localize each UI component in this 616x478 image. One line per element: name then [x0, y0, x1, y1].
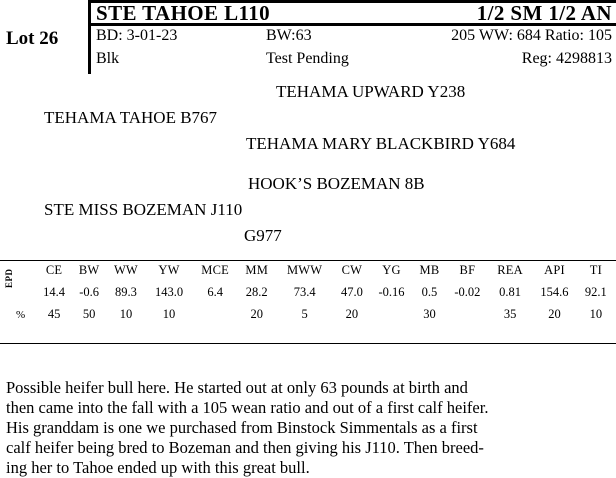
epd-value: 14.4 — [43, 285, 66, 299]
epd-percentile: 35 — [503, 307, 517, 321]
epd-percentile: 20 — [250, 307, 263, 321]
header — [0, 0, 616, 26]
weaning-weight-ratio: 205 WW: 684 Ratio: 105 — [451, 27, 612, 44]
animal-name: STE TAHOE L110 — [96, 1, 271, 25]
epd-header-corner — [16, 260, 36, 282]
epd-percentile: 5 — [301, 307, 308, 321]
lot-info-row-1 — [96, 27, 612, 45]
epd-percentile: 50 — [82, 307, 96, 321]
pedigree-dam-sire: HOOK’S BOZEMAN 8B — [248, 174, 425, 193]
epd-col-header: BF — [459, 263, 476, 277]
epd-percentile: 10 — [589, 307, 603, 321]
epd-col-header: REA — [497, 263, 523, 277]
epd-value-row — [16, 282, 614, 304]
registration-number: Reg: 4298813 — [521, 50, 612, 67]
epd-col-header: YG — [382, 263, 401, 277]
note-line: Possible heifer bull here. He started out at only 63 pounds at birth and — [6, 378, 468, 397]
epd-value: 154.6 — [540, 285, 569, 299]
pedigree — [0, 74, 616, 245]
epd-percentile: 10 — [162, 307, 176, 321]
pedigree-sire-dam: TEHAMA MARY BLACKBIRD Y684 — [246, 134, 516, 153]
epd-percentile-label: % — [16, 308, 26, 321]
epd-col-header: MM — [245, 263, 269, 277]
coat-color: Blk — [96, 50, 120, 67]
epd-col-header: TI — [589, 263, 602, 277]
epd-percentile: 20 — [345, 307, 359, 321]
epd-bottom-rule — [0, 343, 616, 344]
epd-col-header: BW — [78, 263, 100, 277]
epd-col-header: MCE — [201, 263, 229, 277]
epd-value: 28.2 — [245, 285, 268, 299]
epd-side-label: EPD — [4, 268, 14, 288]
breed-composition: 1/2 SM 1/2 AN — [476, 1, 612, 25]
note-line: His granddam is one we purchased from Binstock Simmentals as a first — [6, 418, 478, 437]
birth-weight: BW:63 — [266, 27, 312, 44]
epd-col-header: API — [544, 263, 565, 277]
epd-value: 143.0 — [154, 285, 184, 299]
epd-percentile: 20 — [548, 307, 561, 321]
epd-value: -0.02 — [454, 285, 481, 299]
lot-divider-rule — [88, 0, 91, 74]
epd-col-header: CW — [341, 263, 363, 277]
test-status: Test Pending — [266, 50, 349, 67]
epd-value-row-label — [16, 282, 36, 304]
lot-block — [0, 26, 616, 74]
epd-section — [0, 260, 616, 344]
epd-col-header: WW — [113, 263, 138, 277]
epd-percentile-row — [16, 304, 614, 326]
epd-value: 89.3 — [115, 285, 137, 299]
epd-value: 73.4 — [293, 285, 316, 299]
epd-value: 92.1 — [584, 285, 607, 299]
lot-info-row-2 — [96, 50, 612, 68]
epd-col-header: CE — [45, 263, 63, 277]
epd-percentile: 45 — [47, 307, 61, 321]
epd-value: 0.81 — [499, 285, 521, 299]
epd-value: 47.0 — [340, 285, 363, 299]
epd-header-row — [16, 260, 614, 282]
description-note — [6, 378, 610, 478]
epd-table — [16, 260, 614, 326]
epd-percentile — [446, 304, 489, 326]
epd-percentile: 30 — [423, 307, 436, 321]
lot-number: Lot 26 — [6, 28, 59, 49]
pedigree-sire-sire: TEHAMA UPWARD Y238 — [276, 82, 466, 101]
birth-date: BD: 3-01-23 — [96, 27, 178, 44]
epd-col-header: MB — [419, 263, 440, 277]
epd-col-header: YW — [158, 263, 180, 277]
epd-value: -0.16 — [378, 285, 405, 299]
pedigree-dam: STE MISS BOZEMAN J110 — [44, 200, 243, 219]
pedigree-dam-dam: G977 — [244, 226, 282, 245]
epd-value: 0.5 — [421, 285, 438, 299]
epd-value: 6.4 — [207, 285, 223, 299]
note-line: ing her to Tahoe ended up with this great bull. — [6, 458, 310, 477]
note-line: calf heifer being bred to Bozeman and then giving his J110. Then breed- — [6, 438, 484, 457]
epd-percentile — [192, 304, 238, 326]
epd-percentile: 10 — [119, 307, 133, 321]
epd-percentile — [370, 304, 413, 326]
note-line: then came into the fall with a 105 wean ratio and out of a first calf heifer. — [6, 398, 489, 417]
epd-col-header: MWW — [286, 263, 323, 277]
pedigree-sire: TEHAMA TAHOE B767 — [44, 108, 218, 127]
epd-value: -0.6 — [79, 285, 100, 299]
